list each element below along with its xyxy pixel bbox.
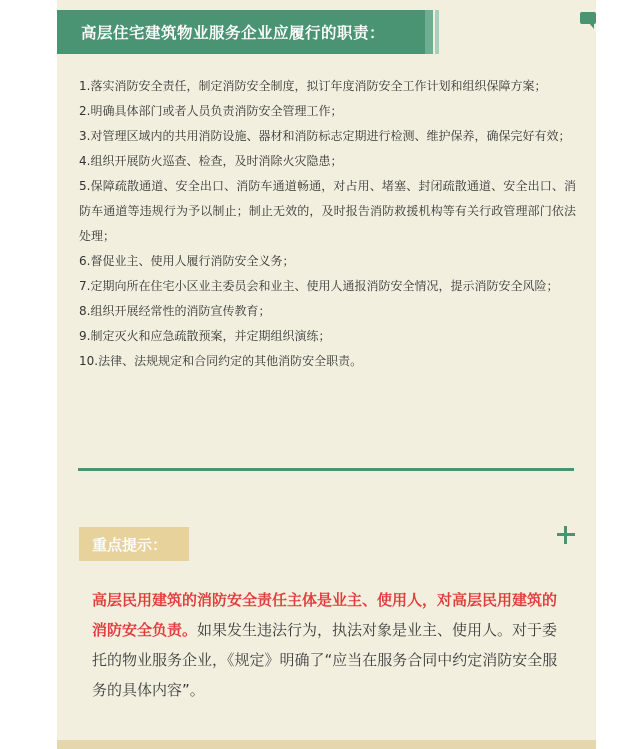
banner-stripe [425,10,433,54]
page-title: 高层住宅建筑物业服务企业应履行的职责： [81,24,386,42]
duties-list [79,74,576,374]
tip-body [92,585,567,705]
tip-label [79,527,189,561]
duty-item: 1.落实消防安全责任，制定消防安全制度，拟订年度消防安全工作计划和组织保障方案； [79,79,547,93]
section-divider [78,468,574,471]
banner-stripe [435,10,439,54]
duty-item: 7.定期向所在住宅小区业主委员会和业主、使用人通报消防安全情况，提示消防安全风险； [79,279,559,293]
duty-item: 8.组织开展经常性的消防宣传教育； [79,304,271,318]
duty-item: 3.对管理区域内的共用消防设施、器材和消防标志定期进行检测、维护保养，确保完好有效； [79,129,571,143]
bottom-bar [57,740,596,749]
duty-item: 5.保障疏散通道、安全出口、消防车通道畅通，对占用、堵塞、封闭疏散通道、安全出口、消防车通道等违规行为予以制止；制止无效的，及时报告消防救援机构等有关行政管理部门依法处理； [79,179,576,243]
plus-icon [557,526,575,544]
duty-item: 9.制定灭火和应急疏散预案，并定期组织演练； [79,329,331,343]
duty-item: 6.督促业主、使用人履行消防安全义务； [79,254,295,268]
duty-item: 2.明确具体部门或者人员负责消防安全管理工作； [79,104,343,118]
title-banner [57,10,425,54]
tip-label-text: 重点提示： [92,535,168,554]
speech-bubble-icon [580,12,596,24]
duty-item: 10.法律、法规规定和合同约定的其他消防安全职责。 [79,354,363,368]
tip-highlight: 高层民用建筑的消防安全责任主体是业主、使用人，对高层民用建筑的消防安全负责。 [92,591,558,639]
tip-text: 如果发生违法行为，执法对象是业主、使用人。对于委托的物业服务企业，《规定》明确了“应当在服务合同中约定消防安全服务的具体内容”。 [92,621,558,699]
duty-item: 4.组织开展防火巡查、检查，及时消除火灾隐患； [79,154,343,168]
